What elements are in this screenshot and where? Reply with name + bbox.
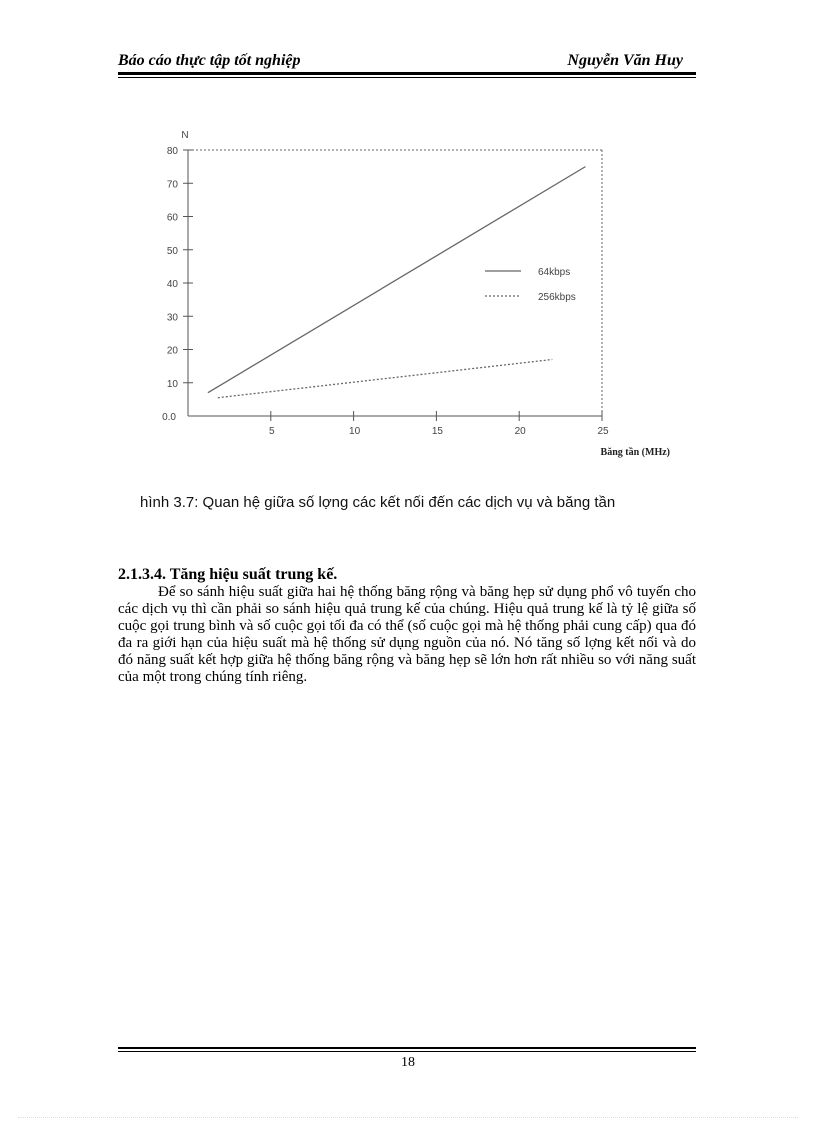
figure-caption: hình 3.7: Quan hệ giữa số lợng các kết nối đến các dịch vụ và băng tần <box>140 494 616 511</box>
y-tick-label: 60 <box>166 212 178 224</box>
y-tick-label: 80 <box>166 146 178 157</box>
header-author: Nguyễn Văn Huy <box>567 52 683 69</box>
y-tick-label: 20 <box>166 345 178 357</box>
header-rule-thick <box>118 72 696 75</box>
x-axis-label: Băng tần (MHz) <box>600 447 670 458</box>
y-tick-label: 30 <box>166 312 178 324</box>
series-line-256kbps <box>218 359 553 397</box>
header-rule-thin <box>118 77 696 78</box>
page-edge-dots <box>18 1117 798 1118</box>
page-number: 18 <box>401 1055 415 1070</box>
series-line-64kbps <box>208 167 586 393</box>
section-heading: 2.1.3.4. Tăng hiệu suất trung kế. <box>118 566 338 583</box>
y-tick-label: 40 <box>166 279 178 290</box>
footer-rule-thick <box>118 1047 696 1049</box>
x-tick-label: 20 <box>514 426 526 437</box>
header-title: Báo cáo thực tập tốt nghiệp <box>118 52 301 69</box>
section-paragraph-text: Để so sánh hiệu suất giữa hai hệ thống băng rộng và băng hẹp sử dụng phổ vô tuyến cho các dịch vụ thì cần phải so sánh hiệu quả trung kế của chúng. Hiệu quả trung kế là tỷ lệ giữa số cuộc gọi trung bình và số cuộc gọi tối đa có thể (số cuộc gọi mà hệ thống phải cung cấp) qua đó đa ra giới hạn của hiệu suất mà hệ thống sử dụng nguồn của nó. Nó tăng số lợng kết nối và do đó năng suất kết hợp giữa hệ thống băng rộng và băng hẹp sẽ lớn hơn rất nhiều so với năng suất của một trong chúng tính riêng. <box>118 584 696 685</box>
x-tick-label: 5 <box>269 426 275 437</box>
x-tick-label: 15 <box>431 426 443 437</box>
chart <box>140 120 680 465</box>
legend-label-64kbps: 64kbps <box>538 267 571 278</box>
footer-rule-thin <box>118 1051 696 1052</box>
x-tick-label: 25 <box>597 426 609 437</box>
legend-label-256kbps: 256kbps <box>538 292 576 303</box>
section-paragraph <box>118 584 696 686</box>
x-tick-label: 10 <box>349 426 361 437</box>
y-axis-label: N <box>181 130 189 141</box>
origin-label: 0.0 <box>162 412 176 423</box>
y-tick-label: 70 <box>166 179 178 191</box>
y-tick-label: 10 <box>166 378 178 390</box>
y-tick-label: 50 <box>166 245 178 257</box>
